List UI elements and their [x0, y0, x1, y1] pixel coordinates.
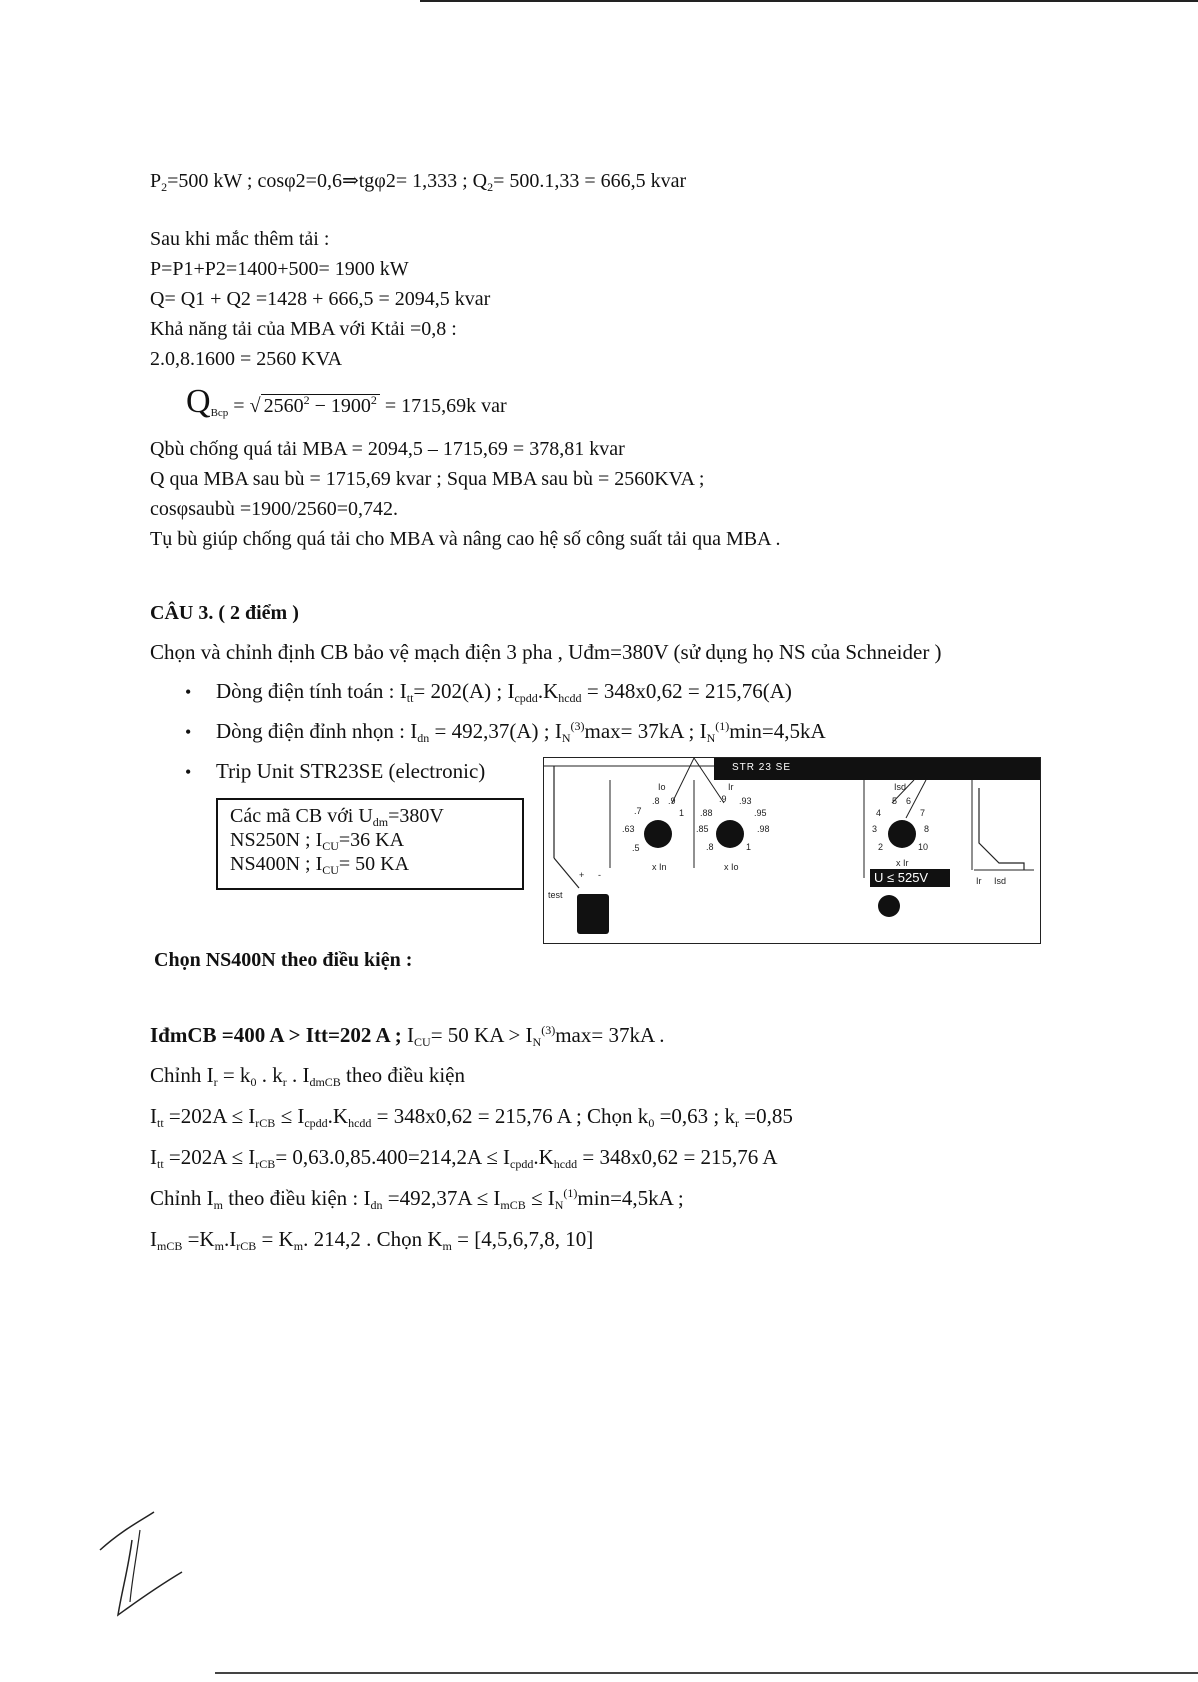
knob2-tick: .98	[757, 824, 770, 834]
curve-ir-label: Ir	[976, 876, 982, 886]
knob1-tick: 1	[679, 808, 685, 818]
knob1-tick: .5	[632, 843, 640, 853]
question3-intro: Chọn và chỉnh định CB bảo vệ mạch điện 3 pha , Uđm=380V (sử dụng họ NS của Schneider )	[150, 640, 942, 664]
knob3-tick: 5	[892, 796, 898, 806]
knob2-tick: .93	[739, 796, 752, 806]
knob1-tick: .7	[634, 806, 642, 816]
bullet-icon: •	[185, 682, 192, 702]
knob2-tick: 1	[746, 842, 752, 852]
compensation-q: Qbù chống quá tải MBA = 2094,5 – 1715,69 = 378,81 kvar	[150, 438, 625, 460]
panel-header: STR 23 SE	[714, 758, 1040, 780]
knob3-tick: 6	[906, 796, 912, 806]
knob2-tick: .88	[700, 808, 713, 818]
knob1-tick: .9	[668, 796, 676, 806]
ir-label: Ir	[728, 782, 734, 792]
bullet-icon: •	[185, 722, 192, 742]
knob3-tick: 10	[918, 842, 929, 852]
p2-line: $P_2=500$ kW ; cosφ2=0,6⇒tgφ2= 1,333 ; $Q_2= 500.1,33 = 666,5$ kvar	[150, 170, 687, 194]
page-bottom-border	[215, 1672, 1198, 1674]
isd-label: Isd	[894, 782, 907, 792]
knob3-tick: 3	[872, 824, 878, 834]
indicator-led	[878, 895, 900, 917]
q-after-compensation: Q qua MBA sau bù = 1715,69 kvar ; Squa MBA sau bù = 2560KVA ;	[150, 468, 705, 490]
panel-test-label: test	[548, 890, 563, 900]
q-bcp-formula: $Q_{Bcp}$ = √ 2560$^2$ − 1900$^2$ = 1715,69k var	[186, 384, 507, 424]
voltage-label: U ≤ 525V	[870, 869, 950, 887]
test-button[interactable]	[577, 894, 609, 934]
sqrt-icon: √	[249, 395, 261, 417]
transformer-capacity-calc: 2.0,8.1600 = 2560 KVA	[150, 348, 343, 370]
equation-1: $I_{tt} =202A \le I_{rCB} \le I_{cpdd}.K_{hcdd} = 348x0,62 = 215,76$ A ; Chọn $k_0 =0,63$ ; $k_r =0,85$	[150, 1104, 793, 1130]
equation-3: $I_{mCB} =K_m.I_{rCB} = K_m$. 214,2 . Chọn $K_m = [4,5,6,7,8$, 10]	[150, 1227, 594, 1253]
choose-ns400n: Chọn NS400N theo điều kiện :	[154, 949, 413, 971]
codebox-line-2: NS250N ; $I_{CU}=36$ KA	[230, 829, 405, 853]
panel-minus: -	[598, 870, 601, 880]
condition-1: IđmCB =400 A > Itt=202 A ; $I_{CU}= 50$ KA > $I_N^{(3)}\max= 37kA$ .	[150, 1023, 665, 1049]
bullet-trip-unit: Trip Unit STR23SE (electronic)	[216, 759, 486, 783]
conclusion: Tụ bù giúp chống quá tải cho MBA và nâng cao hệ số công suất tải qua MBA .	[150, 528, 781, 550]
knob3-tick: 4	[876, 808, 882, 818]
isd-dial[interactable]	[888, 820, 916, 848]
knob2-tick: .85	[696, 824, 709, 834]
trip-unit-panel	[543, 757, 1041, 944]
io-label: Io	[658, 782, 666, 792]
bullet-calculated-current: Dòng điện tính toán : $I_{tt}= 202(A)$ ; $I_{cpdd}.K_{hcdd} = 348x0,62 = 215,76(A)$	[216, 679, 792, 705]
signature-icon	[92, 1510, 192, 1620]
knob1-tick: .8	[652, 796, 660, 806]
x-ir-label: x Ir	[896, 858, 909, 868]
after-adding-load-label: Sau khi mắc thêm tải :	[150, 228, 330, 250]
knob3-tick: 2	[878, 842, 884, 852]
panel-lines	[544, 758, 1042, 945]
codebox-line-3: NS400N ; $I_{CU}= 50$ KA	[230, 853, 410, 877]
equation-2: $I_{tt} =202A \le I_{rCB}= 0,63.0,85.400=214,2A \le I_{cpdd}.K_{hcdd} = 348x0,62 = 215,76$ A	[150, 1145, 778, 1171]
knob3-tick: 8	[924, 824, 930, 834]
knob2-tick: .95	[754, 808, 767, 818]
question3-title: CÂU 3. ( 2 điểm )	[150, 602, 299, 624]
page-top-border	[420, 0, 1198, 2]
panel-plus: +	[579, 870, 585, 880]
knob3-tick: 7	[920, 808, 926, 818]
bullet-icon: •	[185, 762, 192, 782]
codebox-line-1: Các mã CB với $U_{dm}=380V$	[230, 805, 444, 829]
knob2-tick: .8	[706, 842, 714, 852]
adjust-ir: Chỉnh $I_r = k_0$ . $k_r$ . $I_{dmCB}$ theo điều kiện	[150, 1063, 465, 1089]
x-in-label: x In	[652, 862, 667, 872]
transformer-capacity-label: Khả năng tải của MBA với Ktải =0,8 :	[150, 318, 457, 340]
io-dial[interactable]	[644, 820, 672, 848]
ir-dial[interactable]	[716, 820, 744, 848]
total-reactive-power: Q= Q1 + Q2 =1428 + 666,5 = 2094,5 kvar	[150, 288, 491, 310]
total-active-power: P=P1+P2=1400+500= 1900 kW	[150, 258, 409, 280]
bullet-peak-current: Dòng điện đỉnh nhọn : $I_{dn} = 492,37(A)$ ; $I_N^{(3)}\max= 37kA$ ; $I_N^{(1)}\min=4,5kA$	[216, 719, 826, 745]
adjust-im: Chỉnh $I_m$ theo điều kiện : $I_{dn} =492,37A \le I_{mCB} \le I_N^{(1)}\min=4,5kA$ ;	[150, 1186, 684, 1212]
knob1-tick: .63	[622, 824, 635, 834]
curve-isd-label: Isd	[994, 876, 1007, 886]
knob2-tick: .9	[719, 794, 727, 804]
cb-codes-box	[216, 798, 524, 890]
x-io-label: x Io	[724, 862, 739, 872]
cos-after-compensation: cosφsaubù =1900/2560=0,742.	[150, 498, 398, 520]
